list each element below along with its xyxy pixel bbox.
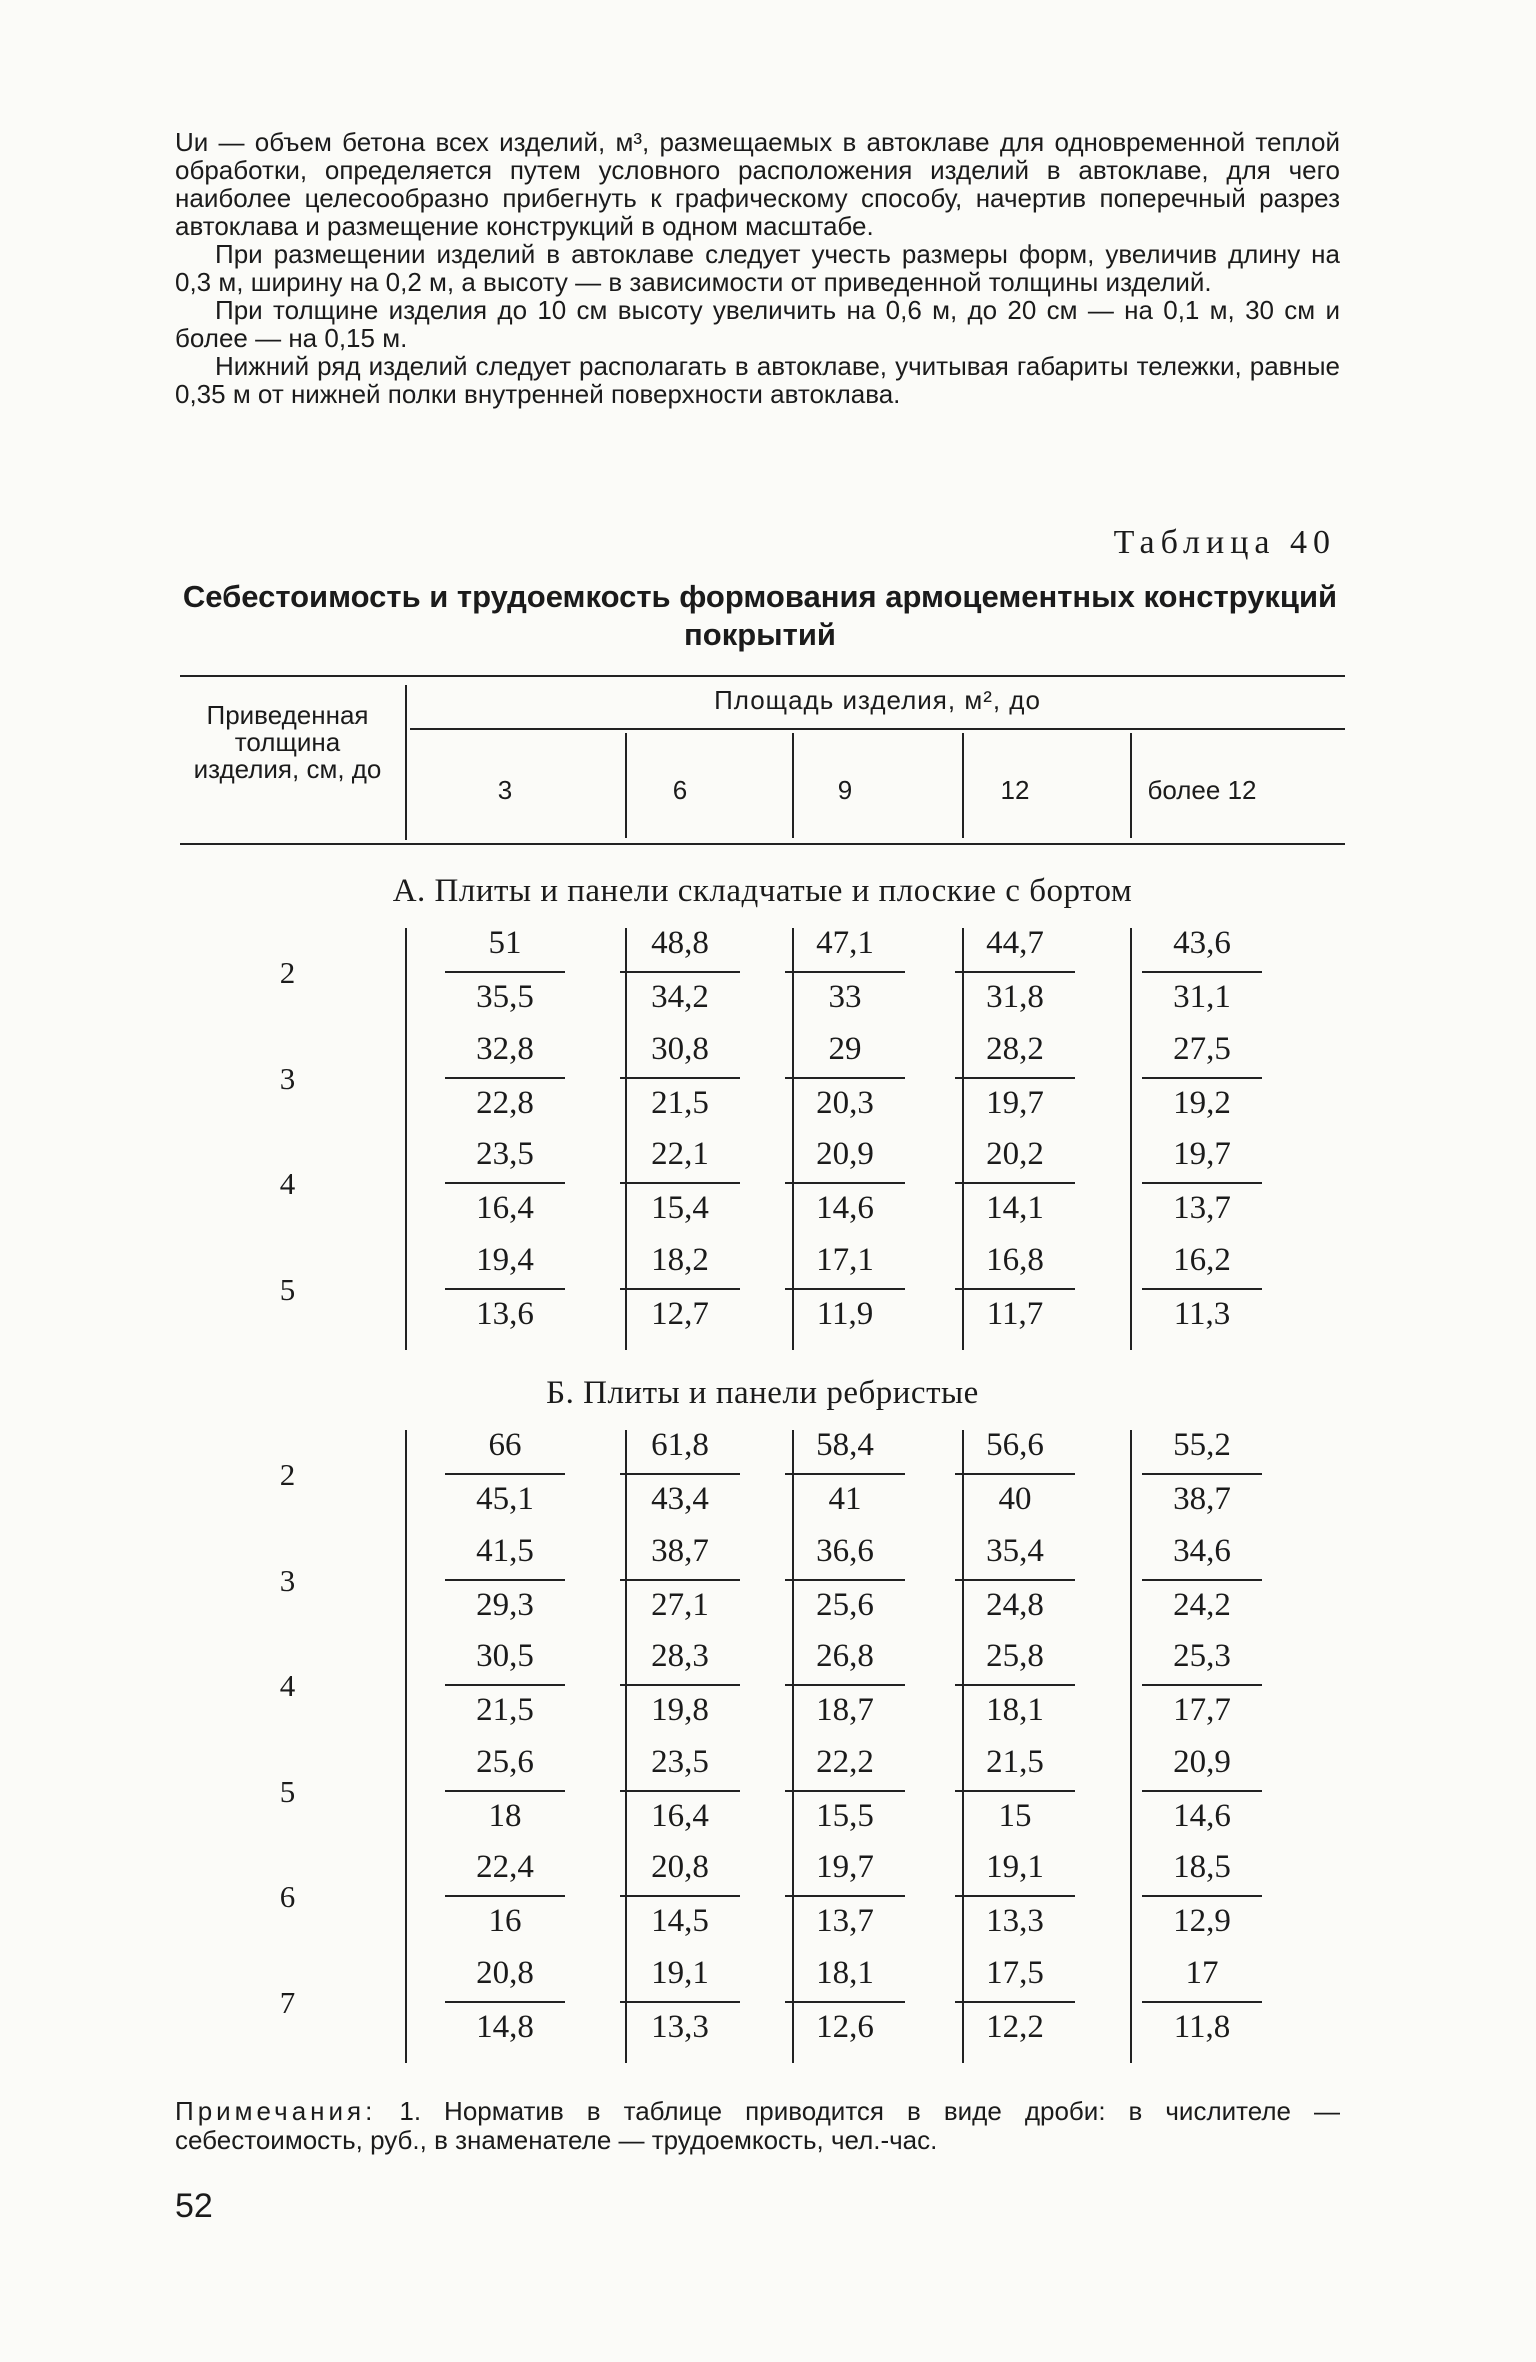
cost-numerator: 18,1 — [785, 1954, 905, 2003]
fraction-cell — [590, 1848, 770, 1940]
fraction-cell — [415, 1135, 595, 1227]
cost-numerator: 30,8 — [620, 1030, 740, 1079]
fraction-cell — [1112, 1532, 1292, 1624]
cost-numerator: 36,6 — [785, 1532, 905, 1581]
fraction-cell — [1112, 1743, 1292, 1835]
fraction-cell — [1112, 1426, 1292, 1518]
thickness-label: 5 — [279, 1271, 296, 1307]
cost-numerator: 48,8 — [620, 924, 740, 973]
labor-denominator: 12,6 — [816, 2008, 874, 2045]
fraction-cell — [590, 1241, 770, 1333]
cost-numerator: 38,7 — [620, 1532, 740, 1581]
cost-numerator: 47,1 — [785, 924, 905, 973]
fraction-cell — [925, 1030, 1105, 1122]
stub-header: Приведенная толщина изделия, см, до — [193, 700, 382, 784]
labor-denominator: 13,7 — [816, 1903, 874, 1939]
labor-denominator: 15 — [998, 1797, 1032, 1834]
cost-numerator: 41,5 — [445, 1532, 565, 1581]
labor-denominator: 34,2 — [651, 979, 709, 1015]
labor-denominator: 14,1 — [986, 1190, 1044, 1226]
cost-numerator: 29 — [785, 1030, 905, 1079]
labor-denominator: 12,7 — [651, 1295, 709, 1332]
labor-denominator: 18,7 — [816, 1692, 874, 1728]
labor-denominator: 19,2 — [1173, 1084, 1231, 1121]
labor-denominator: 38,7 — [1173, 1481, 1231, 1517]
fraction-cell — [925, 1426, 1105, 1518]
fraction-cell — [755, 1743, 935, 1835]
fraction-cell — [925, 1743, 1105, 1835]
column-header: 12 — [1000, 775, 1030, 805]
cost-numerator: 34,6 — [1142, 1532, 1262, 1581]
labor-denominator: 19,8 — [651, 1692, 709, 1728]
labor-denominator: 18 — [488, 1797, 522, 1834]
cost-numerator: 30,5 — [445, 1637, 565, 1686]
cost-numerator: 22,1 — [620, 1135, 740, 1184]
labor-denominator: 13,3 — [986, 1903, 1044, 1939]
cost-numerator: 19,7 — [1142, 1135, 1262, 1184]
cost-numerator: 22,4 — [445, 1848, 565, 1897]
cost-numerator: 25,6 — [445, 1743, 565, 1792]
fraction-cell — [590, 1637, 770, 1729]
column-header: более 12 — [1147, 775, 1257, 805]
cost-numerator: 19,7 — [785, 1848, 905, 1897]
labor-denominator: 24,2 — [1173, 1586, 1231, 1623]
intro-paragraph-3: При толщине изделия до 10 см высоту увеличить на 0,6 м, до 20 см — на 0,1 м, 30 см и более — на 0,15 м. — [175, 295, 1340, 353]
labor-denominator: 11,9 — [816, 1295, 874, 1332]
fraction-cell — [590, 1135, 770, 1227]
cost-numerator: 51 — [445, 924, 565, 973]
thickness-label: 6 — [279, 1879, 296, 1914]
cost-numerator: 20,8 — [445, 1954, 565, 2003]
header-column-divider — [792, 733, 794, 838]
fraction-cell — [925, 1532, 1105, 1624]
cost-numerator: 19,4 — [445, 1241, 565, 1290]
labor-denominator: 25,6 — [816, 1586, 874, 1623]
body-column-divider — [405, 928, 407, 1350]
labor-denominator: 13,3 — [651, 2008, 709, 2045]
cost-numerator: 19,1 — [620, 1954, 740, 2003]
fraction-cell — [590, 1954, 770, 2046]
fraction-cell — [755, 924, 935, 1016]
column-header: 9 — [837, 775, 853, 805]
cost-numerator: 28,2 — [955, 1030, 1075, 1079]
cost-numerator: 23,5 — [445, 1135, 565, 1184]
labor-denominator: 21,5 — [651, 1084, 709, 1121]
thickness-label: 2 — [279, 955, 296, 990]
labor-denominator: 11,3 — [1173, 1295, 1231, 1332]
fraction-cell — [755, 1426, 935, 1518]
labor-denominator: 16,4 — [651, 1797, 709, 1834]
header-column-divider — [962, 733, 964, 838]
cost-numerator: 25,8 — [955, 1637, 1075, 1686]
fraction-cell — [590, 1030, 770, 1122]
cost-numerator: 20,9 — [1142, 1743, 1262, 1792]
fraction-cell — [415, 1637, 595, 1729]
fraction-cell — [1112, 1241, 1292, 1333]
cost-numerator: 16,8 — [955, 1241, 1075, 1290]
fraction-cell — [590, 1743, 770, 1835]
thickness-label: 2 — [279, 1457, 296, 1492]
labor-denominator: 20,3 — [816, 1084, 874, 1121]
fraction-cell — [590, 924, 770, 1016]
cost-numerator: 23,5 — [620, 1743, 740, 1792]
fraction-cell — [415, 1426, 595, 1518]
section-title: А. Плиты и панели складчатые и плоские с бортом — [392, 873, 1133, 909]
cost-numerator: 26,8 — [785, 1637, 905, 1686]
fraction-cell — [755, 1954, 935, 2046]
cost-numerator: 58,4 — [785, 1426, 905, 1475]
fraction-cell — [925, 924, 1105, 1016]
cost-numerator: 44,7 — [955, 924, 1075, 973]
labor-denominator: 12,2 — [986, 2008, 1044, 2045]
fraction-cell — [1112, 1135, 1292, 1227]
intro-paragraph-2: При размещении изделий в автоклаве следует учесть размеры форм, увеличив длину на 0,3 м, ширину на 0,2 м, а высоту — в зависимости от приведенной толщины изделий. — [175, 239, 1340, 297]
table-note — [175, 2097, 1340, 2155]
cost-numerator: 20,2 — [955, 1135, 1075, 1184]
fraction-cell — [415, 1532, 595, 1624]
header-bottom-rule — [180, 843, 1345, 845]
labor-denominator: 31,8 — [986, 979, 1044, 1015]
labor-denominator: 13,7 — [1173, 1190, 1231, 1226]
labor-denominator: 40 — [998, 1481, 1032, 1517]
labor-denominator: 18,1 — [986, 1692, 1044, 1728]
labor-denominator: 27,1 — [651, 1586, 709, 1623]
span-header-rule — [410, 728, 1345, 730]
fraction-cell — [755, 1030, 935, 1122]
fraction-cell — [415, 1241, 595, 1333]
table-top-rule — [180, 675, 1345, 677]
cost-numerator: 17,5 — [955, 1954, 1075, 2003]
fraction-cell — [755, 1241, 935, 1333]
labor-denominator: 41 — [828, 1481, 862, 1517]
area-header: Площадь изделия, м², до — [714, 685, 1041, 715]
fraction-cell — [1112, 1030, 1292, 1122]
labor-denominator: 14,6 — [816, 1190, 874, 1226]
thickness-label: 7 — [279, 1984, 296, 2020]
thickness-label: 4 — [279, 1166, 296, 1201]
fraction-cell — [755, 1532, 935, 1624]
fraction-cell — [1112, 1637, 1292, 1729]
thickness-label: 3 — [279, 1562, 296, 1598]
cost-numerator: 19,1 — [955, 1848, 1075, 1897]
section-title: Б. Плиты и панели ребристые — [546, 1375, 979, 1411]
fraction-cell — [415, 1954, 595, 2046]
labor-denominator: 31,1 — [1173, 979, 1231, 1015]
labor-denominator: 13,6 — [476, 1295, 534, 1332]
labor-denominator: 16 — [488, 1903, 522, 1939]
fraction-cell — [415, 1848, 595, 1940]
cost-numerator: 20,9 — [785, 1135, 905, 1184]
header-column-divider — [1130, 733, 1132, 838]
cost-numerator: 27,5 — [1142, 1030, 1262, 1079]
cost-numerator: 17,1 — [785, 1241, 905, 1290]
labor-denominator: 14,5 — [651, 1903, 709, 1939]
table-number: Таблица 40 — [1113, 524, 1336, 561]
header-column-divider — [625, 733, 627, 838]
cost-numerator: 66 — [445, 1426, 565, 1475]
cost-numerator: 18,5 — [1142, 1848, 1262, 1897]
labor-denominator: 24,8 — [986, 1586, 1044, 1623]
cost-numerator: 32,8 — [445, 1030, 565, 1079]
labor-denominator: 45,1 — [476, 1481, 534, 1517]
body-column-divider — [405, 1430, 407, 2063]
labor-denominator: 43,4 — [651, 1481, 709, 1517]
intro-paragraph-1: Uи — объем бетона всех изделий, м³, размещаемых в автоклаве для одновременной теплой обработки, определяется путем условного расположения изделий в автоклаве, для чего наиболее целесообразно прибегнуть к графическому способу, начертив поперечный разрез автоклава и размещение конструкций в одном масштабе. — [175, 127, 1340, 241]
fraction-cell — [925, 1954, 1105, 2046]
note-lead: Примечания: — [175, 2096, 377, 2126]
fraction-cell — [1112, 1848, 1292, 1940]
labor-denominator: 33 — [828, 979, 862, 1015]
fraction-cell — [590, 1532, 770, 1624]
cost-numerator: 16,2 — [1142, 1241, 1262, 1290]
cost-numerator: 35,4 — [955, 1532, 1075, 1581]
cost-numerator: 56,6 — [955, 1426, 1075, 1475]
column-header: 6 — [672, 775, 688, 805]
thickness-label: 3 — [279, 1060, 296, 1096]
fraction-cell — [925, 1241, 1105, 1333]
labor-denominator: 17,7 — [1173, 1692, 1231, 1728]
labor-denominator: 15,4 — [651, 1190, 709, 1226]
cost-numerator: 21,5 — [955, 1743, 1075, 1792]
column-header: 3 — [497, 775, 513, 805]
cost-numerator: 28,3 — [620, 1637, 740, 1686]
intro-text — [175, 128, 1340, 408]
stub-divider — [405, 685, 407, 840]
fraction-cell — [415, 1030, 595, 1122]
labor-denominator: 21,5 — [476, 1692, 534, 1728]
fraction-cell — [755, 1637, 935, 1729]
cost-numerator: 25,3 — [1142, 1637, 1262, 1686]
thickness-label: 5 — [279, 1773, 296, 1809]
page-number: 52 — [175, 2187, 213, 2225]
cost-numerator: 17 — [1142, 1954, 1262, 2003]
note-text: 1. Норматив в таблице приводится в виде дроби: в числителе — себестоимость, руб., в знаменателе — трудоемкость, чел.-час. — [175, 2096, 1340, 2155]
labor-denominator: 29,3 — [476, 1586, 534, 1623]
labor-denominator: 15,5 — [816, 1797, 874, 1834]
fraction-cell — [755, 1848, 935, 1940]
cost-numerator: 55,2 — [1142, 1426, 1262, 1475]
labor-denominator: 16,4 — [476, 1190, 534, 1226]
cost-numerator: 22,2 — [785, 1743, 905, 1792]
labor-denominator: 19,7 — [986, 1084, 1044, 1121]
labor-denominator: 14,8 — [476, 2008, 534, 2045]
labor-denominator: 11,8 — [1173, 2008, 1231, 2045]
fraction-cell — [925, 1135, 1105, 1227]
labor-denominator: 12,9 — [1173, 1903, 1231, 1939]
fraction-cell — [925, 1637, 1105, 1729]
fraction-cell — [415, 924, 595, 1016]
cost-numerator: 18,2 — [620, 1241, 740, 1290]
labor-denominator: 14,6 — [1173, 1797, 1231, 1834]
cost-numerator: 61,8 — [620, 1426, 740, 1475]
cost-numerator: 43,6 — [1142, 924, 1262, 973]
fraction-cell — [1112, 1954, 1292, 2046]
fraction-cell — [590, 1426, 770, 1518]
cost-numerator: 20,8 — [620, 1848, 740, 1897]
thickness-label: 4 — [279, 1668, 296, 1703]
labor-denominator: 22,8 — [476, 1084, 534, 1121]
intro-paragraph-4: Нижний ряд изделий следует располагать в автоклаве, учитывая габариты тележки, равные 0,35 м от нижней полки внутренней поверхности автоклава. — [175, 351, 1340, 409]
labor-denominator: 35,5 — [476, 979, 534, 1015]
fraction-cell — [755, 1135, 935, 1227]
labor-denominator: 11,7 — [986, 1295, 1044, 1332]
table-title: Себестоимость и трудоемкость формования армоцементных конструкций покрытий — [182, 579, 1338, 652]
fraction-cell — [925, 1848, 1105, 1940]
fraction-cell — [415, 1743, 595, 1835]
fraction-cell — [1112, 924, 1292, 1016]
